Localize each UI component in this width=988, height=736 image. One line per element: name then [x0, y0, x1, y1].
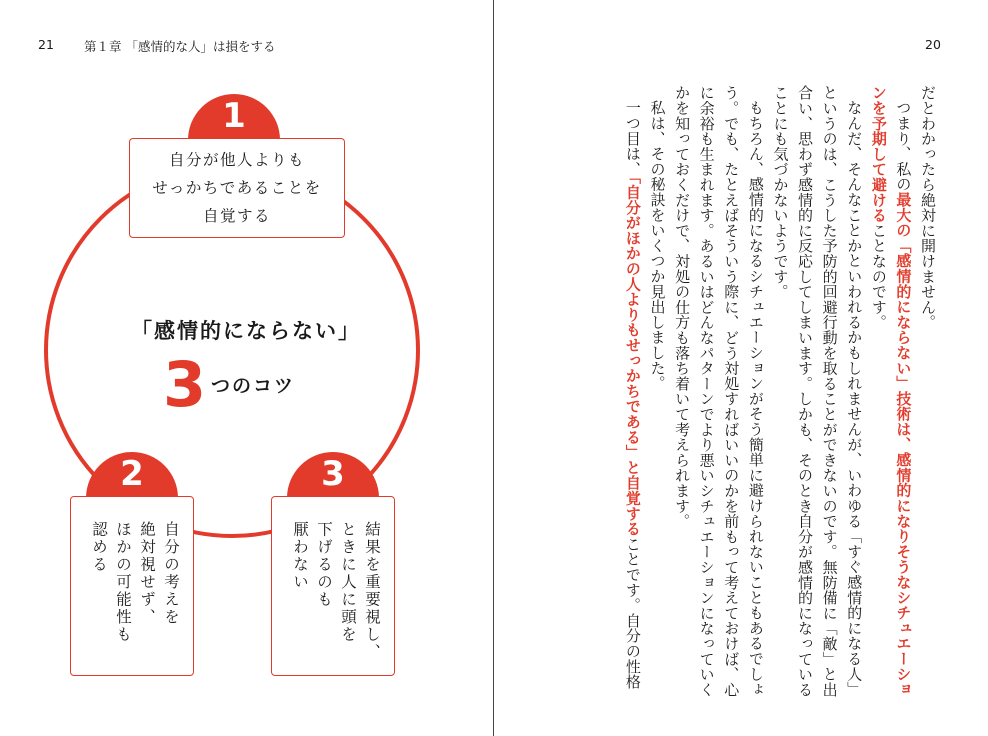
- diagram-title: 「感情的にならない」: [131, 319, 361, 343]
- paragraph-text: つまり、私の: [894, 100, 913, 192]
- right-page-number: 20: [925, 37, 941, 52]
- tip-3-box: [271, 496, 395, 676]
- paragraph: [645, 85, 670, 705]
- tip-2-box: [70, 496, 194, 676]
- chapter-title: 第１章 「感情的な人」は損をする: [84, 39, 276, 54]
- tip-1-line: 自覚する: [202, 207, 271, 225]
- paragraph-text: なんだ、そんなことかといわれるかもしれませんが、いわゆる「すぐ感情的になる人」というのは、こうした予防的回避行動を取ることができないのです。無防備に「敵」と出合い、思わず感情的に反応してしまいます。しかも、そのとき自分が感情的になっていることにも気づかないようです。: [771, 85, 864, 697]
- paragraph-text: 私は、その秘訣をいくつか見出しました。: [648, 100, 667, 391]
- paragraph: [915, 85, 940, 705]
- diagram-title-suffix: つのコツ: [211, 375, 296, 397]
- page-gutter: [493, 0, 494, 736]
- tip-2-line: 認める: [90, 521, 108, 574]
- left-page-number: 21: [38, 37, 54, 52]
- paragraph-text: 一つ目は、: [623, 100, 642, 177]
- tip-3-line: 厭わない: [291, 521, 309, 591]
- tip-1-line: 自分が他人よりも: [168, 151, 305, 169]
- tip-2-line: 絶対視せず、: [138, 521, 156, 626]
- highlighted-text: 「自分がほかの人よりもせっかちである」と自覚する: [623, 176, 642, 537]
- tip-2-number: 2: [120, 454, 144, 494]
- tip-3-line: 結果を重要視し、: [363, 521, 381, 661]
- paragraph-text: だとわかったら絶対に開けません。: [919, 85, 937, 330]
- tip-2-line: ほかの可能性も: [114, 521, 132, 644]
- highlighted-text: 最大の「感情的にならない」技術は、感情的になりそうなシチュエーションを予期して避ける: [869, 85, 913, 697]
- body-text: [570, 85, 940, 705]
- tip-1-line: せっかちであることを: [152, 179, 322, 197]
- paragraph-text: ことです。自分の性格: [623, 536, 642, 690]
- paragraph: [620, 85, 645, 705]
- tip-3-number: 3: [321, 454, 345, 494]
- tip-1-box: [129, 138, 345, 238]
- paragraph-text: もちろん、感情的になるシチュエーションがそう簡単に避けられないこともあるでしょう。でも、たとえばそういう際に、どう対処すればいいのかを前もって考えておけば、心に余裕も生まれます。あるいはどんなパターンでより悪いシチュエーションになっていくかを知っておくだけで、対処の仕方も落ち着いて考えられます。: [673, 85, 765, 697]
- tip-3-line: 下げるのも: [315, 521, 333, 609]
- tip-2-line: 自分の考えを: [162, 521, 180, 626]
- paragraph: [866, 85, 915, 705]
- paragraph: [669, 85, 767, 705]
- tip-3-line: ときに人に頭を: [339, 521, 357, 644]
- paragraph-text: ことなのです。: [869, 222, 888, 330]
- tip-1-number: 1: [222, 96, 246, 136]
- tips-diagram: [0, 0, 493, 736]
- paragraph: [768, 85, 866, 705]
- diagram-title-number: 3: [163, 348, 207, 421]
